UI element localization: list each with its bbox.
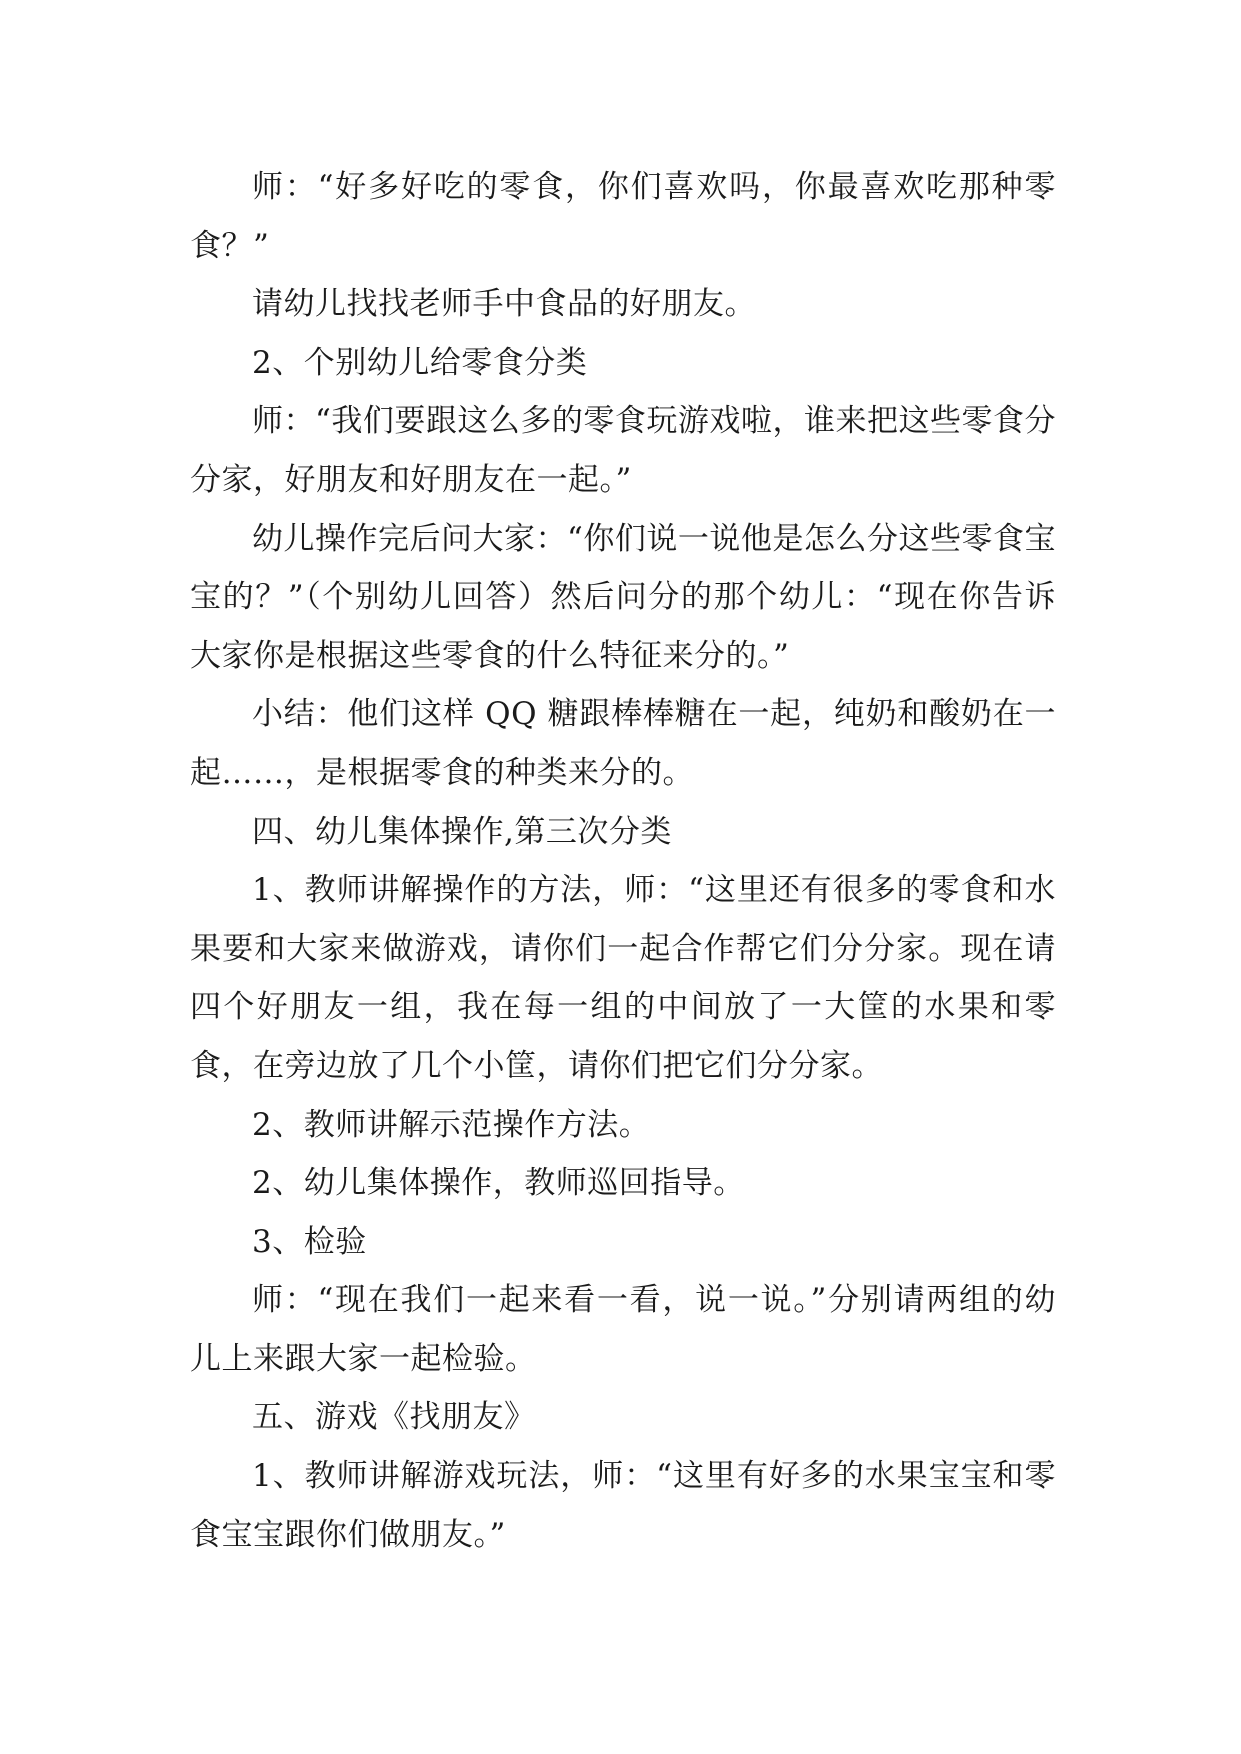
paragraph: 请幼儿找找老师手中食品的好朋友。 (252, 286, 756, 323)
section-heading: 四、幼儿集体操作,第三次分类 (252, 813, 672, 850)
paragraph: 1、教师讲解游戏玩法，师：“这里有好多的水果宝宝和零食宝宝跟你们做朋友。” (190, 1458, 1056, 1553)
section-subheading: 3、检验 (252, 1223, 367, 1260)
paragraph: 小结：他们这样 QQ 糖跟棒棒糖在一起，纯奶和酸奶在一起……，是根据零食的种类来分的。 (190, 696, 1056, 791)
section-subheading: 2、个别幼儿给零食分类 (252, 344, 588, 381)
paragraph: 师：“我们要跟这么多的零食玩游戏啦，谁来把这些零食分分家，好朋友和好朋友在一起。” (190, 403, 1056, 498)
section-subheading: 2、教师讲解示范操作方法。 (252, 1106, 651, 1143)
paragraph: 幼儿操作完后问大家：“你们说一说他是怎么分这些零食宝宝的？”（个别幼儿回答）然后问分的那个幼儿：“现在你告诉大家你是根据这些零食的什么特征来分的。” (190, 520, 1056, 674)
paragraph: 师：“现在我们一起来看一看，说一说。”分别请两组的幼儿上来跟大家一起检验。 (190, 1282, 1056, 1377)
paragraph: 师：“好多好吃的零食，你们喜欢吗，你最喜欢吃那种零食？” (190, 169, 1056, 264)
section-subheading: 2、幼儿集体操作，教师巡回指导。 (252, 1165, 745, 1202)
section-heading: 五、游戏《找朋友》 (252, 1399, 536, 1436)
paragraph: 1、教师讲解操作的方法，师：“这里还有很多的零食和水果要和大家来做游戏，请你们一起合作帮它们分分家。现在请四个好朋友一组，我在每一组的中间放了一大筐的水果和零食，在旁边放了几个小筐，请你们把它们分分家。 (190, 872, 1056, 1084)
document-body (190, 158, 1056, 1564)
